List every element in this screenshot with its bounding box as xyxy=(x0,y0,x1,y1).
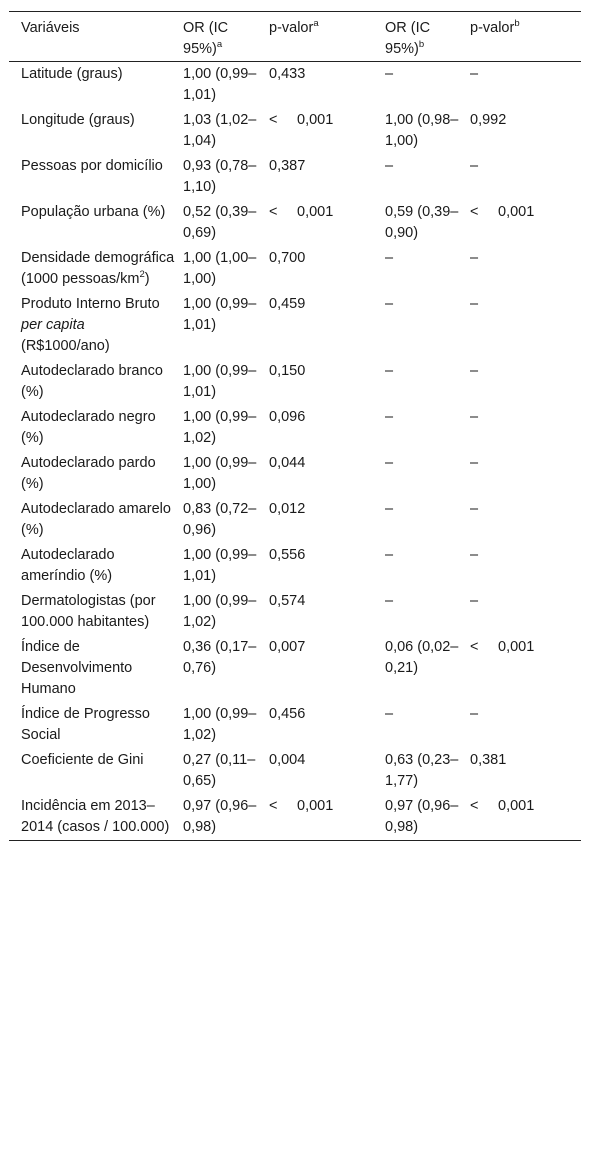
header-label: p-valor xyxy=(269,20,314,36)
or-a-cell: 1,00 (0,99–1,02) xyxy=(183,593,257,630)
variable-label: Autodeclarado pardo (%) xyxy=(21,455,156,492)
header-footnote-marker: a xyxy=(313,18,319,29)
header-footnote-marker: b xyxy=(514,18,520,29)
p-value-number: 0,001 xyxy=(498,798,535,814)
variable-label: Autodeclarado branco (%) xyxy=(21,363,163,400)
p-valor-b-cell xyxy=(470,635,581,702)
or-b-cell: – xyxy=(385,593,394,609)
p-valor-a-cell: 0,433 xyxy=(269,66,306,82)
or-b-cell: – xyxy=(385,66,394,82)
p-valor-a-cell xyxy=(269,108,385,154)
variable-cell xyxy=(9,702,183,748)
variable-cell xyxy=(9,359,183,405)
p-valor-b-cell: – xyxy=(470,363,479,379)
p-valor-b-cell: – xyxy=(470,547,479,563)
less-than-symbol: < xyxy=(470,798,479,814)
table-row xyxy=(9,108,581,154)
variable-cell xyxy=(9,200,183,246)
header-footnote-marker: b xyxy=(418,39,425,50)
p-valor-a-cell: 0,007 xyxy=(269,639,306,655)
variable-label: Pessoas por domicílio xyxy=(21,158,163,174)
p-valor-b-cell: – xyxy=(470,455,479,471)
variable-cell xyxy=(9,62,183,109)
variable-cell xyxy=(9,635,183,702)
less-than-symbol: < xyxy=(269,112,278,128)
p-valor-a-cell xyxy=(269,200,385,246)
or-a-cell: 1,00 (0,99–1,02) xyxy=(183,706,257,743)
variable-label: População urbana (%) xyxy=(21,204,166,220)
p-valor-b-cell: – xyxy=(470,158,479,174)
variable-cell xyxy=(9,451,183,497)
table-row xyxy=(9,451,581,497)
header-footnote-marker: a xyxy=(216,39,223,50)
header-row xyxy=(9,12,581,62)
less-than-symbol: < xyxy=(269,798,278,814)
variable-label: Índice de Progresso Social xyxy=(21,706,150,743)
p-valor-a-cell: 0,556 xyxy=(269,547,306,563)
or-b-cell: – xyxy=(385,501,394,517)
variable-label-suffix: (R$1000/ano) xyxy=(21,338,110,354)
or-a-cell: 1,03 (1,02–1,04) xyxy=(183,112,257,149)
table-row xyxy=(9,702,581,748)
variable-cell xyxy=(9,794,183,841)
p-valor-a-cell: 0,004 xyxy=(269,752,306,768)
or-b-cell: 1,00 (0,98–1,00) xyxy=(385,112,459,149)
table-row xyxy=(9,543,581,589)
variable-label: Autodeclarado ameríndio (%) xyxy=(21,547,115,584)
variable-label-italic: per capita xyxy=(21,317,85,333)
variable-cell xyxy=(9,543,183,589)
header-or-a xyxy=(183,12,269,62)
less-than-symbol: < xyxy=(470,204,479,220)
p-valor-b-cell: – xyxy=(470,250,479,266)
p-valor-b-cell: – xyxy=(470,296,479,312)
table-row xyxy=(9,292,581,359)
variable-label-suffix: ) xyxy=(144,271,150,287)
table-row xyxy=(9,794,581,841)
regression-results-table xyxy=(9,11,581,841)
or-b-cell: – xyxy=(385,547,394,563)
table-row xyxy=(9,589,581,635)
table-row xyxy=(9,154,581,200)
or-b-cell: 0,06 (0,02–0,21) xyxy=(385,639,459,676)
variable-cell xyxy=(9,589,183,635)
p-valor-a-cell: 0,574 xyxy=(269,593,306,609)
variable-label: Densidade demográfica (1000 pessoas/km xyxy=(21,250,175,287)
variable-cell xyxy=(9,292,183,359)
p-valor-a-cell: 0,387 xyxy=(269,158,306,174)
or-b-cell: 0,59 (0,39–0,90) xyxy=(385,204,459,241)
p-valor-b-cell xyxy=(470,794,581,841)
header-p-valor-b xyxy=(470,12,581,62)
p-valor-b-cell: – xyxy=(470,66,479,82)
p-valor-b-cell xyxy=(470,200,581,246)
p-valor-a-cell: 0,012 xyxy=(269,501,306,517)
table-header xyxy=(9,12,581,62)
header-variaveis xyxy=(9,12,183,62)
or-b-cell: – xyxy=(385,409,394,425)
p-valor-a-cell xyxy=(269,794,385,841)
p-valor-a-cell: 0,096 xyxy=(269,409,306,425)
p-valor-a-cell: 0,456 xyxy=(269,706,306,722)
or-a-cell: 1,00 (0,99–1,01) xyxy=(183,547,257,584)
header-or-b xyxy=(385,12,470,62)
or-a-cell: 1,00 (0,99–1,01) xyxy=(183,66,257,103)
p-valor-b-cell: – xyxy=(470,593,479,609)
variable-cell xyxy=(9,405,183,451)
header-p-valor-a xyxy=(269,12,385,62)
variable-cell xyxy=(9,154,183,200)
header-label: p-valor xyxy=(470,20,515,36)
or-a-cell: 0,52 (0,39–0,69) xyxy=(183,204,257,241)
variable-label: Incidência em 2013–2014 (casos / 100.000) xyxy=(21,798,170,835)
or-a-cell: 1,00 (0,99–1,02) xyxy=(183,409,257,446)
variable-label: Autodeclarado amarelo (%) xyxy=(21,501,171,538)
or-b-cell: 0,97 (0,96–0,98) xyxy=(385,798,459,835)
less-than-symbol: < xyxy=(269,204,278,220)
header-label: OR (IC 95%) xyxy=(183,20,229,57)
variable-label: Autodeclarado negro (%) xyxy=(21,409,156,446)
header-label: Variáveis xyxy=(21,20,80,36)
table-row xyxy=(9,748,581,794)
results-table-container xyxy=(9,11,581,841)
less-than-symbol: < xyxy=(470,639,479,655)
variable-cell xyxy=(9,108,183,154)
or-b-cell: – xyxy=(385,296,394,312)
p-valor-a-cell: 0,044 xyxy=(269,455,306,471)
or-a-cell: 0,36 (0,17–0,76) xyxy=(183,639,257,676)
variable-cell xyxy=(9,748,183,794)
variable-label: Produto Interno Bruto xyxy=(21,296,160,312)
p-valor-a-cell: 0,150 xyxy=(269,363,306,379)
or-a-cell: 1,00 (0,99–1,00) xyxy=(183,455,257,492)
table-row xyxy=(9,62,581,109)
p-valor-a-cell: 0,459 xyxy=(269,296,306,312)
p-value-number: 0,001 xyxy=(297,798,334,814)
or-b-cell: – xyxy=(385,455,394,471)
variable-label: Dermatologistas (por 100.000 habitantes) xyxy=(21,593,156,630)
p-valor-b-cell: – xyxy=(470,501,479,517)
header-label: OR (IC 95%) xyxy=(385,20,431,57)
variable-superscript: 2 xyxy=(139,269,145,280)
p-valor-b-cell: – xyxy=(470,706,479,722)
variable-cell xyxy=(9,497,183,543)
table-row xyxy=(9,246,581,292)
table-row xyxy=(9,497,581,543)
or-a-cell: 1,00 (1,00–1,00) xyxy=(183,250,257,287)
variable-label: Coeficiente de Gini xyxy=(21,752,144,768)
or-b-cell: – xyxy=(385,363,394,379)
p-valor-b-cell: 0,381 xyxy=(470,752,507,768)
p-value-number: 0,001 xyxy=(498,204,535,220)
or-a-cell: 0,93 (0,78–1,10) xyxy=(183,158,257,195)
p-valor-b-cell: – xyxy=(470,409,479,425)
p-value-number: 0,001 xyxy=(498,639,535,655)
or-b-cell: 0,63 (0,23–1,77) xyxy=(385,752,459,789)
or-b-cell: – xyxy=(385,706,394,722)
table-body xyxy=(9,62,581,841)
p-value-number: 0,001 xyxy=(297,204,334,220)
or-b-cell: – xyxy=(385,250,394,266)
table-row xyxy=(9,635,581,702)
variable-label: Índice de Desenvolvimento Humano xyxy=(21,639,133,697)
variable-cell xyxy=(9,246,183,292)
table-row xyxy=(9,359,581,405)
or-a-cell: 0,27 (0,11–0,65) xyxy=(183,752,256,789)
p-value-number: 0,001 xyxy=(297,112,334,128)
p-valor-a-cell: 0,700 xyxy=(269,250,306,266)
or-a-cell: 0,97 (0,96–0,98) xyxy=(183,798,257,835)
p-valor-b-cell: 0,992 xyxy=(470,112,507,128)
variable-label: Latitude (graus) xyxy=(21,66,123,82)
or-a-cell: 1,00 (0,99–1,01) xyxy=(183,363,257,400)
or-a-cell: 0,83 (0,72–0,96) xyxy=(183,501,257,538)
or-b-cell: – xyxy=(385,158,394,174)
or-a-cell: 1,00 (0,99–1,01) xyxy=(183,296,257,333)
table-row xyxy=(9,200,581,246)
variable-label: Longitude (graus) xyxy=(21,112,135,128)
table-row xyxy=(9,405,581,451)
